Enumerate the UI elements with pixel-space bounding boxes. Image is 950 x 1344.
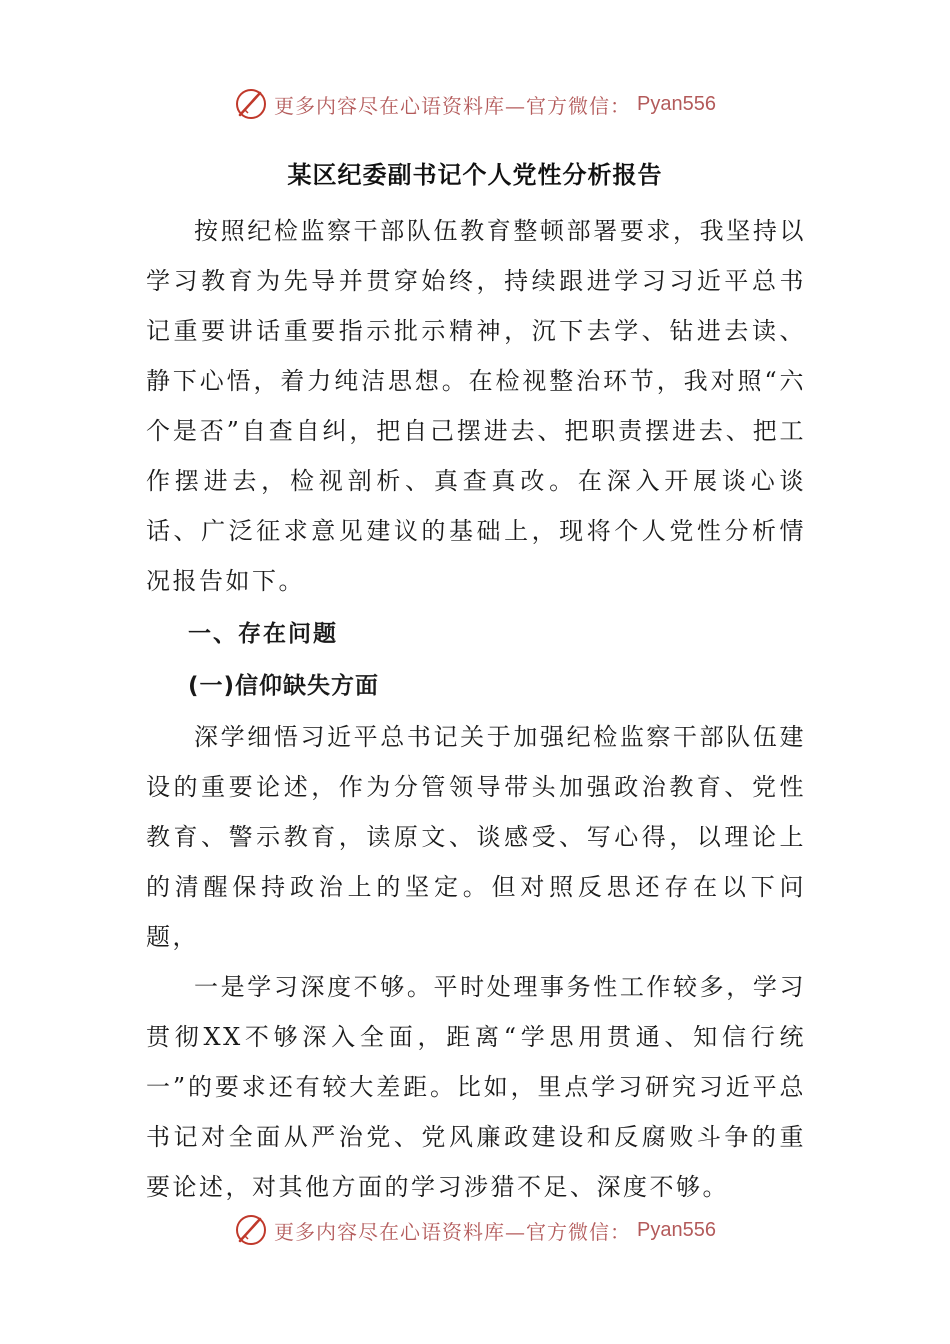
watermark-text: 更多内容尽在心语资料库—官方微信：: [274, 93, 632, 118]
body-paragraph: 深学细悟习近平总书记关于加强纪检监察干部队伍建设的重要论述，作为分管领导带头加强政治教育、党性教育、警示教育，读原文、谈感受、写心得，以理论上的清醒保持政治上的坚定。但对照反思还存在以下问题，: [146, 723, 806, 951]
watermark-wechat-id: Pyan556: [637, 1218, 716, 1241]
body-paragraph: 一是学习深度不够。平时处理事务性工作较多，学习贯彻XX不够深入全面，距离“学思用贯通、知信行统一”的要求还有较大差距。比如，里点学习研究习近平总书记对全面从严治党、党风廉政建设和反腐败斗争的重要论述，对其他方面的学习涉猎不足、深度不够。: [146, 973, 806, 1201]
document-body: [146, 206, 806, 1212]
section-heading: 一、存在问题: [188, 621, 338, 647]
watermark-footer: [0, 1210, 950, 1250]
watermark-wechat-id: Pyan556: [637, 92, 716, 115]
quill-logo-icon: [234, 87, 268, 121]
watermark-text: 更多内容尽在心语资料库—官方微信：: [274, 1219, 632, 1244]
document-title: 某区纪委副书记个人党性分析报告: [287, 160, 663, 189]
quill-logo-icon: [234, 1213, 268, 1247]
subsection-heading: (一)信仰缺失方面: [188, 673, 380, 699]
intro-paragraph: 按照纪检监察干部队伍教育整顿部署要求，我坚持以学习教育为先导并贯穿始终，持续跟进学习习近平总书记重要讲话重要指示批示精神，沉下去学、钻进去读、静下心悟，着力纯洁思想。在检视整治环节，我对照“六个是否”自查自纠，把自己摆进去、把职责摆进去、把工作摆进去，检视剖析、真查真改。在深入开展谈心谈话、广泛征求意见建议的基础上，现将个人党性分析情况报告如下。: [146, 217, 806, 595]
watermark-header: [0, 84, 950, 124]
